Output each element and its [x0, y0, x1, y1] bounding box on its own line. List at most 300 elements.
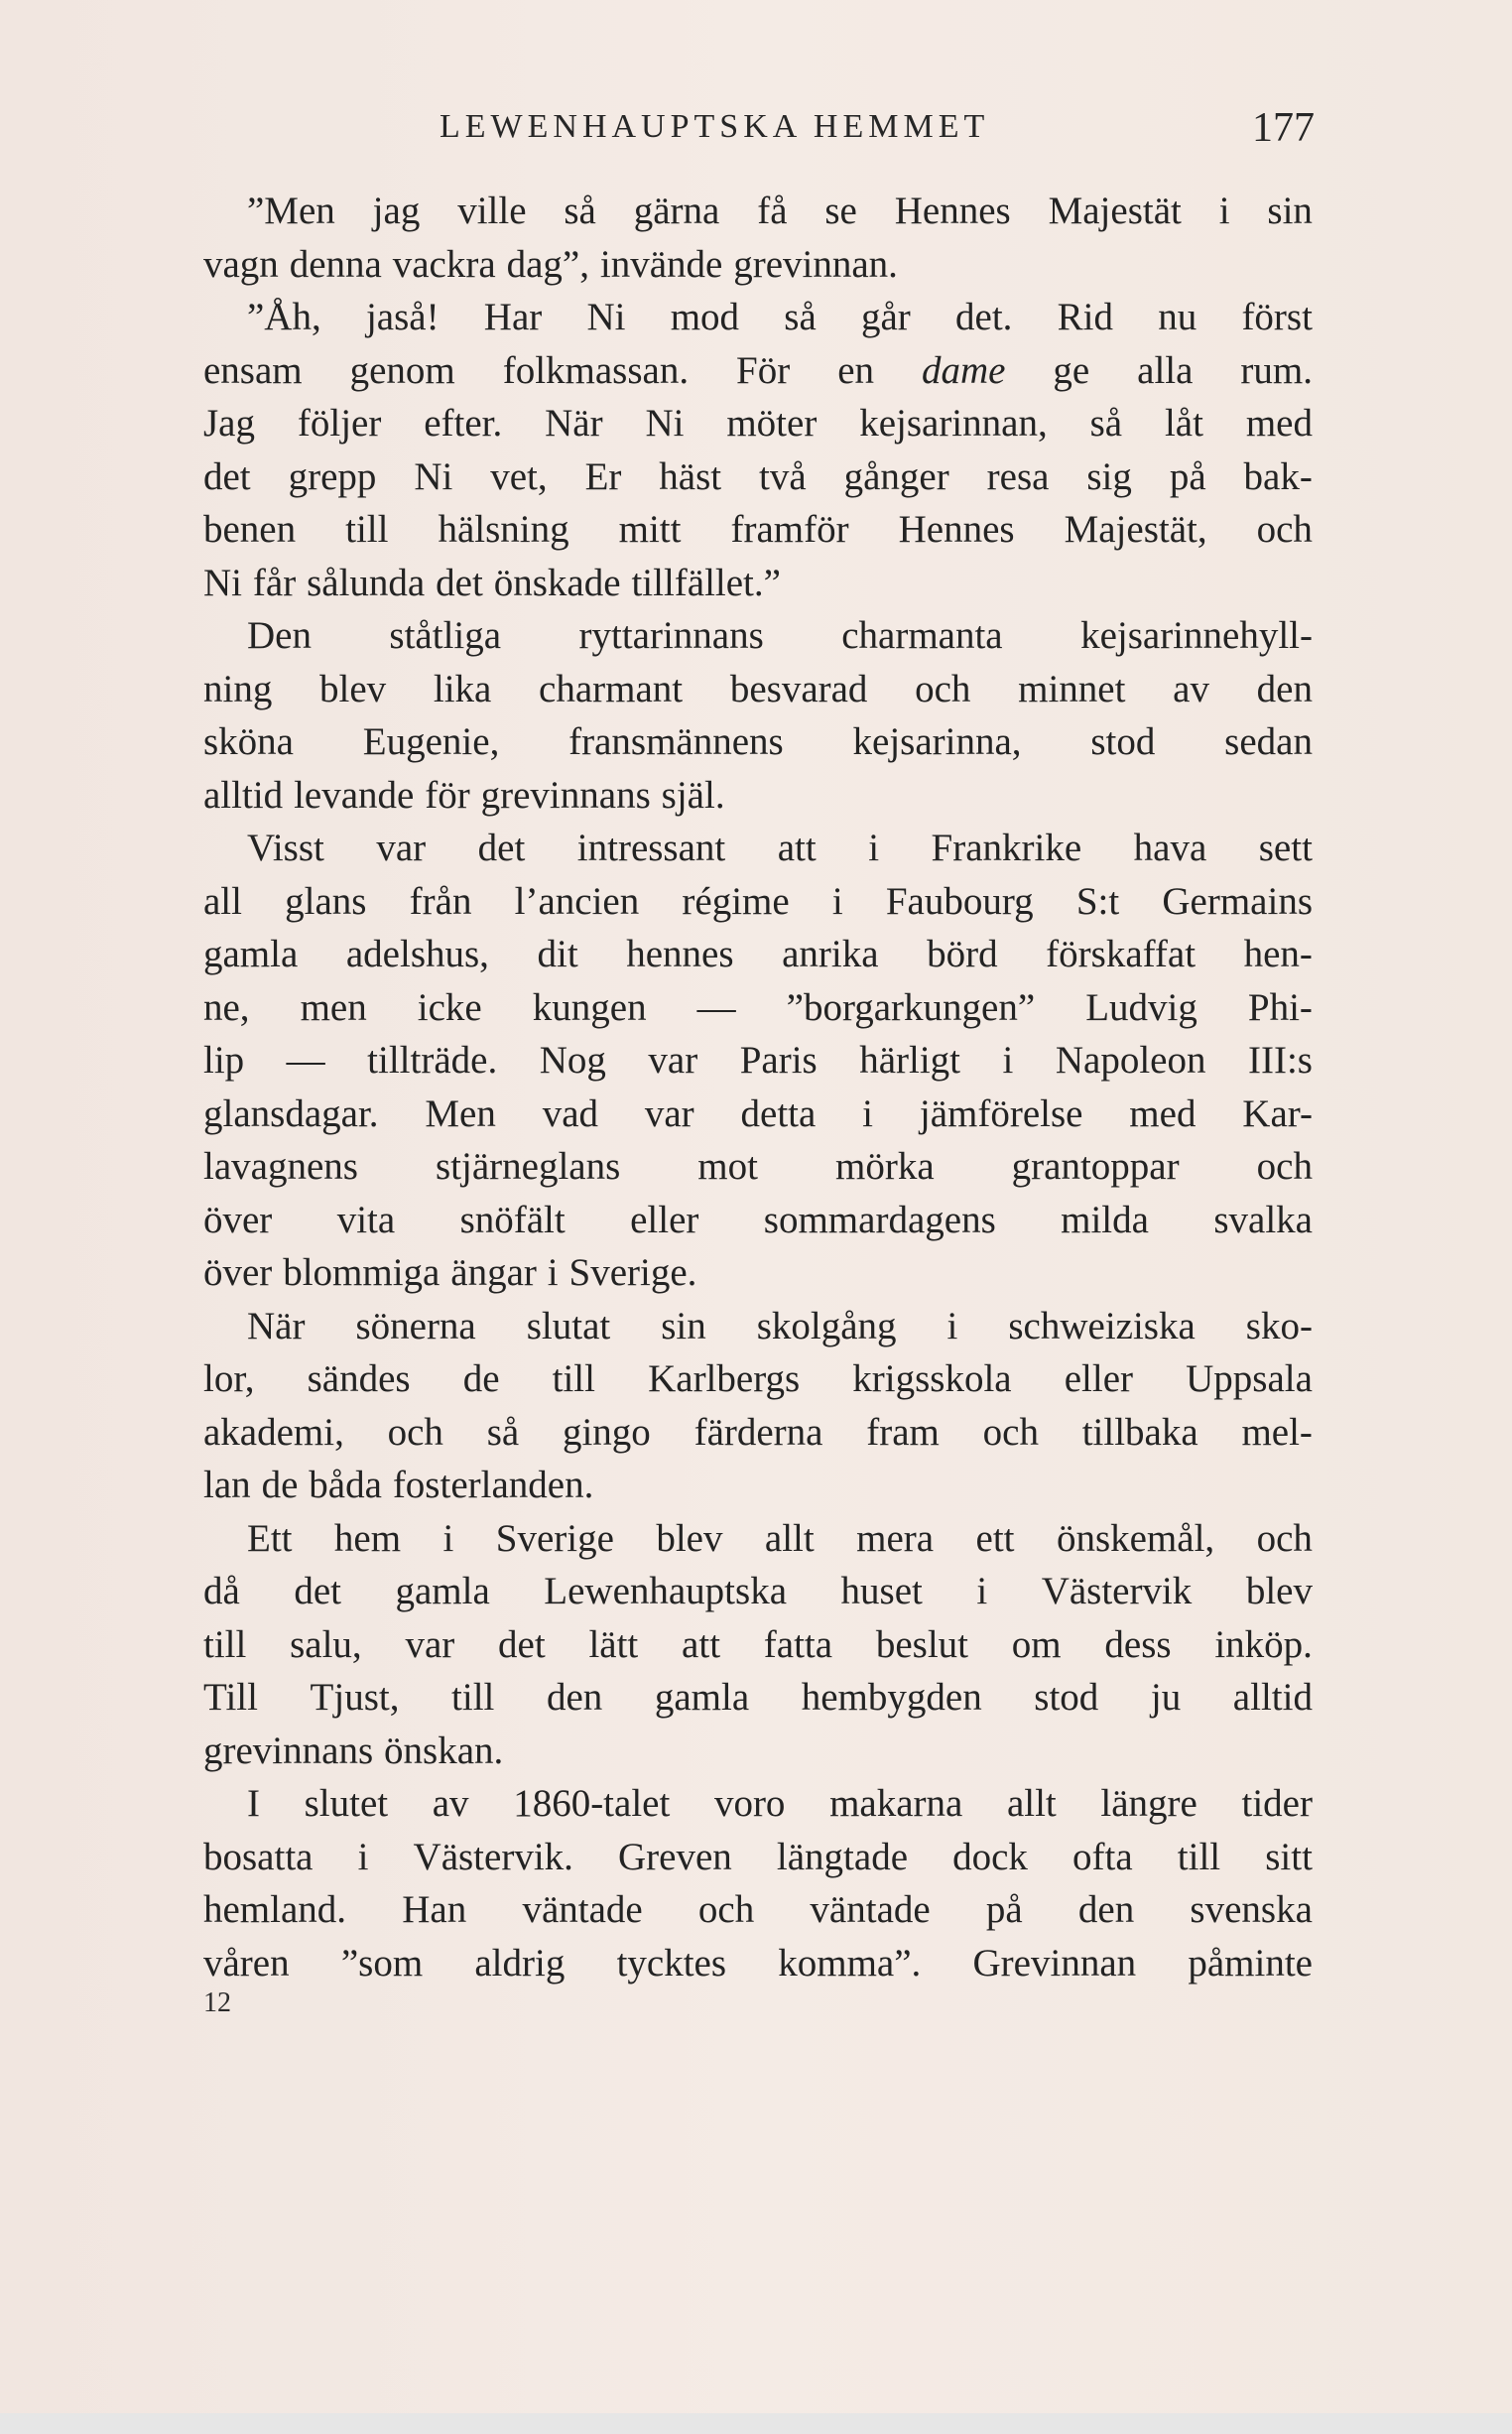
word: ståtliga	[389, 614, 502, 657]
word: ju	[1150, 1676, 1182, 1719]
text-line	[203, 344, 1313, 398]
word: till	[203, 1622, 247, 1666]
word: gärna	[633, 190, 720, 232]
text-line	[203, 928, 1313, 981]
word: detta	[740, 1091, 817, 1135]
word: ofta	[1072, 1835, 1133, 1878]
word: För	[736, 348, 791, 392]
word: går	[860, 296, 911, 338]
word: resa	[986, 454, 1050, 498]
word: dit	[537, 933, 578, 975]
text-line	[203, 185, 1313, 238]
scan-border	[0, 2413, 1512, 2434]
word: benen	[203, 508, 297, 551]
text-line	[203, 1618, 1313, 1672]
word: ”Åh,	[247, 296, 321, 338]
word: stod	[1090, 720, 1156, 763]
word: sändes	[307, 1357, 411, 1400]
word: Paris	[739, 1039, 818, 1082]
word: snöfält	[459, 1198, 566, 1241]
word: rum.	[1240, 348, 1313, 392]
word: efter.	[424, 402, 503, 445]
word: blev	[319, 667, 387, 710]
text-line	[203, 1777, 1313, 1831]
text-line	[203, 450, 1313, 504]
word: och	[1256, 1516, 1313, 1560]
text-line	[203, 1088, 1313, 1141]
word: milda	[1061, 1198, 1149, 1241]
word: bosatta	[203, 1835, 314, 1878]
word: ryttarinnans	[578, 614, 764, 657]
word: grevinnans	[203, 1729, 374, 1772]
word: väntade	[522, 1888, 643, 1931]
word: tider	[1241, 1782, 1313, 1825]
word: mot	[697, 1145, 758, 1188]
word: icke	[417, 985, 482, 1029]
word: lor,	[203, 1357, 255, 1400]
word: vagn	[203, 242, 279, 286]
word: låt	[1164, 402, 1203, 445]
word: den	[1256, 667, 1313, 710]
word: besvarad	[729, 667, 868, 710]
word: régime	[682, 879, 790, 923]
word: sönerna	[355, 1304, 476, 1347]
word: grepp	[288, 454, 377, 498]
word: att	[682, 1622, 721, 1666]
word: det	[477, 827, 526, 869]
word: Greven	[618, 1835, 732, 1878]
word: mitt	[618, 508, 682, 551]
word: fram	[866, 1410, 940, 1454]
word: Sverige.	[568, 1251, 697, 1294]
word: till	[552, 1357, 595, 1400]
word: färderna	[693, 1410, 823, 1454]
word: till	[345, 508, 389, 551]
word: påminte	[1188, 1941, 1313, 1985]
word: Har	[483, 296, 543, 338]
word: hemland.	[203, 1888, 347, 1931]
word: sko-	[1245, 1304, 1313, 1347]
word: i	[831, 879, 843, 923]
text-line	[203, 769, 1313, 823]
word: Hennes	[898, 508, 1015, 551]
word: —	[286, 1039, 325, 1082]
word: förskaffat	[1046, 933, 1197, 975]
word: Eugenie,	[362, 720, 500, 763]
page-number: 177	[1252, 105, 1315, 151]
word: ”Men	[247, 190, 335, 232]
word: komma”.	[778, 1941, 922, 1985]
text-line	[203, 981, 1313, 1035]
word: Ni	[586, 296, 626, 338]
word: och	[982, 1410, 1039, 1454]
word: till	[451, 1676, 495, 1719]
word: Hennes	[894, 190, 1011, 232]
word: Västervik.	[413, 1835, 573, 1878]
word: gamla	[395, 1570, 490, 1612]
word: Den	[247, 614, 312, 657]
word: S:t	[1075, 879, 1120, 923]
word: Tjust,	[310, 1676, 400, 1719]
word: fosterlanden.	[392, 1464, 594, 1506]
word: slutet	[304, 1782, 389, 1825]
word: alltid	[203, 773, 284, 817]
word: krigsskola	[852, 1357, 1012, 1400]
word: grantoppar	[1011, 1145, 1180, 1188]
word: huset	[840, 1570, 923, 1612]
word: var	[648, 1039, 698, 1082]
word: Kar-	[1242, 1091, 1313, 1135]
word: stod	[1034, 1676, 1099, 1719]
word: lika	[433, 667, 492, 710]
word: ”som	[340, 1941, 424, 1985]
word: När	[545, 402, 603, 445]
running-head: LEWENHAUPTSKA HEMMET	[440, 108, 990, 145]
word: glansdagar.	[203, 1091, 379, 1135]
word: lan	[203, 1464, 251, 1506]
word: häst	[659, 454, 722, 498]
word: Er	[584, 454, 622, 498]
word: mel-	[1241, 1410, 1313, 1454]
word: det	[498, 1622, 546, 1666]
word: sitt	[1265, 1835, 1313, 1878]
word: och	[915, 667, 971, 710]
word: gamla	[654, 1676, 750, 1719]
word: får	[252, 561, 297, 604]
word: en	[837, 348, 874, 392]
word: det.	[955, 296, 1013, 338]
signature-mark: 12	[203, 1987, 231, 2018]
word: sin	[661, 1304, 706, 1347]
word: adelshus,	[345, 933, 489, 975]
word: bak-	[1243, 454, 1313, 498]
body-text	[203, 185, 1313, 1989]
word: Ni	[414, 454, 453, 498]
word: sommardagens	[763, 1198, 996, 1241]
text-line	[203, 1725, 1313, 1778]
word: eller	[1064, 1357, 1133, 1400]
word: jaså!	[365, 296, 440, 338]
word: tycktes	[616, 1941, 727, 1985]
word: grevinnans	[480, 773, 651, 817]
word: dess	[1104, 1622, 1172, 1666]
word: Faubourg	[885, 879, 1034, 923]
word: båda	[309, 1464, 382, 1506]
word: två	[759, 454, 807, 498]
word: vackra	[392, 242, 496, 286]
word: lip	[203, 1039, 245, 1082]
word: När	[247, 1304, 306, 1347]
word: följer	[297, 402, 382, 445]
text-line	[203, 1246, 1313, 1300]
word: blommiga	[283, 1251, 441, 1294]
text-line	[203, 557, 1313, 610]
word: önskade	[493, 561, 621, 604]
word: Ludvig	[1085, 985, 1197, 1029]
word: få	[757, 190, 788, 232]
word: anrika	[782, 933, 879, 975]
word: blev	[656, 1516, 723, 1560]
word: i	[357, 1835, 369, 1878]
text-line	[203, 397, 1313, 450]
word: levande	[294, 773, 415, 817]
word: fatta	[763, 1622, 833, 1666]
word: Uppsala	[1186, 1357, 1313, 1400]
word: Grevinnan	[972, 1941, 1137, 1985]
word: Ni	[203, 561, 242, 604]
word: från	[409, 879, 472, 923]
word: ge	[1053, 348, 1090, 392]
text-line	[203, 291, 1313, 344]
word: folkmassan.	[502, 348, 690, 392]
word: med	[1129, 1091, 1197, 1135]
text-line	[203, 1300, 1313, 1353]
text-line	[203, 1459, 1313, 1512]
word: ensam	[203, 348, 303, 392]
word: våren	[203, 1941, 290, 1985]
word: i	[976, 1570, 988, 1612]
word: charmanta	[841, 614, 1003, 657]
word: det	[203, 454, 251, 498]
word: längre	[1100, 1782, 1197, 1825]
word: kejsarinnan,	[859, 402, 1048, 445]
word: de	[462, 1357, 500, 1400]
text-line	[203, 1671, 1313, 1725]
word: Karlbergs	[648, 1357, 801, 1400]
word: Han	[402, 1888, 467, 1931]
word: sköna	[203, 720, 294, 763]
word: lavagnens	[203, 1145, 358, 1188]
word: framför	[730, 508, 849, 551]
word: svalka	[1213, 1198, 1313, 1241]
word: hava	[1133, 827, 1207, 869]
text-line	[203, 1831, 1313, 1884]
word: härligt	[859, 1039, 961, 1082]
text-line	[203, 1034, 1313, 1088]
word: av	[432, 1782, 469, 1825]
word: över	[203, 1251, 273, 1294]
word: och	[1256, 1145, 1313, 1188]
text-line	[203, 1937, 1313, 1990]
word: Lewenhauptska	[544, 1570, 788, 1612]
word: på	[1169, 454, 1206, 498]
word: dag”,	[506, 242, 589, 286]
text-line	[203, 503, 1313, 557]
text-line	[203, 663, 1313, 716]
word: ”borgarkungen”	[786, 985, 1036, 1029]
word: fransmännens	[568, 720, 784, 763]
word: börd	[927, 933, 998, 975]
word: då	[203, 1570, 240, 1612]
word: var	[405, 1622, 455, 1666]
word: tillbaka	[1081, 1410, 1198, 1454]
word: till	[1177, 1835, 1221, 1878]
word: väntade	[810, 1888, 931, 1931]
word: makarna	[829, 1782, 963, 1825]
word: tillfället.”	[631, 561, 781, 604]
word: glans	[285, 879, 367, 923]
word: Rid	[1057, 296, 1113, 338]
word: så	[564, 190, 596, 232]
page-header	[203, 104, 1315, 160]
word: sedan	[1224, 720, 1313, 763]
word: dame	[921, 348, 1006, 392]
word: Sverige	[495, 1516, 614, 1560]
word: aldrig	[474, 1941, 566, 1985]
text-line	[203, 609, 1313, 663]
word: om	[1011, 1622, 1062, 1666]
word: över	[203, 1198, 273, 1241]
word: Frankrike	[931, 827, 1082, 869]
word: hälsning	[438, 508, 569, 551]
word: så	[1089, 402, 1123, 445]
word: Majestät	[1048, 190, 1182, 232]
word: 1860-talet	[513, 1782, 671, 1825]
word: kungen	[532, 985, 647, 1029]
word: invände	[599, 242, 723, 286]
word: för	[425, 773, 470, 817]
word: blev	[1245, 1570, 1313, 1612]
word: hem	[333, 1516, 402, 1560]
word: eller	[630, 1198, 699, 1241]
word: men	[300, 985, 367, 1029]
word: vita	[336, 1198, 396, 1241]
word: på	[985, 1888, 1023, 1931]
word: slutat	[526, 1304, 611, 1347]
word: kejsarinnehyll-	[1080, 614, 1313, 657]
word: Phi-	[1247, 985, 1313, 1029]
word: mod	[670, 296, 740, 338]
word: i	[1218, 190, 1230, 232]
word: allt	[764, 1516, 815, 1560]
word: Men	[425, 1091, 496, 1135]
word: dock	[952, 1835, 1028, 1878]
word: alltid	[1232, 1676, 1313, 1719]
word: Jag	[203, 402, 255, 445]
word: gingo	[562, 1410, 651, 1454]
word: salu,	[290, 1622, 362, 1666]
word: och	[697, 1888, 755, 1931]
word: svenska	[1190, 1888, 1313, 1931]
word: Ett	[247, 1516, 293, 1560]
word: nu	[1158, 296, 1197, 338]
word: hennes	[626, 933, 734, 975]
word: Germains	[1162, 879, 1313, 923]
word: sin	[1267, 190, 1313, 232]
word: —	[696, 985, 736, 1029]
word: önskan.	[384, 1729, 504, 1772]
text-line	[203, 1352, 1313, 1406]
word: skolgång	[756, 1304, 897, 1347]
word: önskemål,	[1056, 1516, 1215, 1560]
word: l’ancien	[514, 879, 640, 923]
word: var	[376, 827, 427, 869]
word: jag	[372, 190, 421, 232]
word: voro	[713, 1782, 786, 1825]
word: var	[644, 1091, 694, 1135]
word: så	[784, 296, 817, 338]
text-line	[203, 1194, 1313, 1247]
word: i	[1002, 1039, 1014, 1082]
word: sålunda	[307, 561, 426, 604]
word: minnet	[1018, 667, 1126, 710]
word: och	[387, 1410, 443, 1454]
word: hen-	[1243, 933, 1313, 975]
word: den	[1077, 1888, 1135, 1931]
word: Till	[203, 1676, 258, 1719]
word: jämförelse	[919, 1091, 1083, 1135]
text-line	[203, 822, 1313, 875]
word: stjärneglans	[435, 1145, 621, 1188]
word: lätt	[588, 1622, 639, 1666]
word: Nog	[539, 1039, 606, 1082]
word: intressant	[576, 827, 726, 869]
word: i	[946, 1304, 958, 1347]
word: gamla	[203, 933, 299, 975]
word: ne,	[203, 985, 250, 1029]
word: vad	[542, 1091, 599, 1135]
word: först	[1241, 296, 1313, 338]
word: de	[261, 1464, 299, 1506]
word: ning	[203, 667, 273, 710]
word: av	[1173, 667, 1209, 710]
word: och	[1256, 508, 1313, 551]
text-line	[203, 238, 1313, 292]
word: att	[777, 827, 817, 869]
word: Västervik	[1041, 1570, 1193, 1612]
word: se	[824, 190, 857, 232]
word: Visst	[247, 827, 324, 869]
word: tillträde.	[367, 1039, 498, 1082]
word: I	[247, 1782, 260, 1825]
word: grevinnan.	[733, 242, 898, 286]
text-line	[203, 715, 1313, 769]
word: allt	[1006, 1782, 1057, 1825]
text-line	[203, 1512, 1313, 1566]
word: all	[203, 879, 242, 923]
word: akademi,	[203, 1410, 344, 1454]
word: Ni	[645, 402, 685, 445]
word: själ.	[661, 773, 725, 817]
word: den	[546, 1676, 603, 1719]
word: inköp.	[1214, 1622, 1313, 1666]
word: alla	[1137, 348, 1194, 392]
word: mera	[856, 1516, 935, 1560]
word: vet,	[490, 454, 548, 498]
word: det	[294, 1570, 341, 1612]
word: III:s	[1247, 1039, 1313, 1082]
word: gånger	[843, 454, 949, 498]
word: kejsarinna,	[852, 720, 1022, 763]
word: denna	[289, 242, 382, 286]
word: ängar	[450, 1251, 537, 1294]
word: i	[868, 827, 880, 869]
word: sett	[1258, 827, 1313, 869]
word: det	[436, 561, 483, 604]
word: genom	[349, 348, 455, 392]
word: ville	[457, 190, 527, 232]
word: mörka	[835, 1145, 935, 1188]
word: schweiziska	[1008, 1304, 1196, 1347]
word: i	[442, 1516, 454, 1560]
word: hembygden	[801, 1676, 982, 1719]
text-line	[203, 1565, 1313, 1618]
word: Napoleon	[1055, 1039, 1206, 1082]
word: med	[1245, 402, 1313, 445]
word: ett	[975, 1516, 1015, 1560]
word: så	[486, 1410, 520, 1454]
word: charmant	[539, 667, 684, 710]
